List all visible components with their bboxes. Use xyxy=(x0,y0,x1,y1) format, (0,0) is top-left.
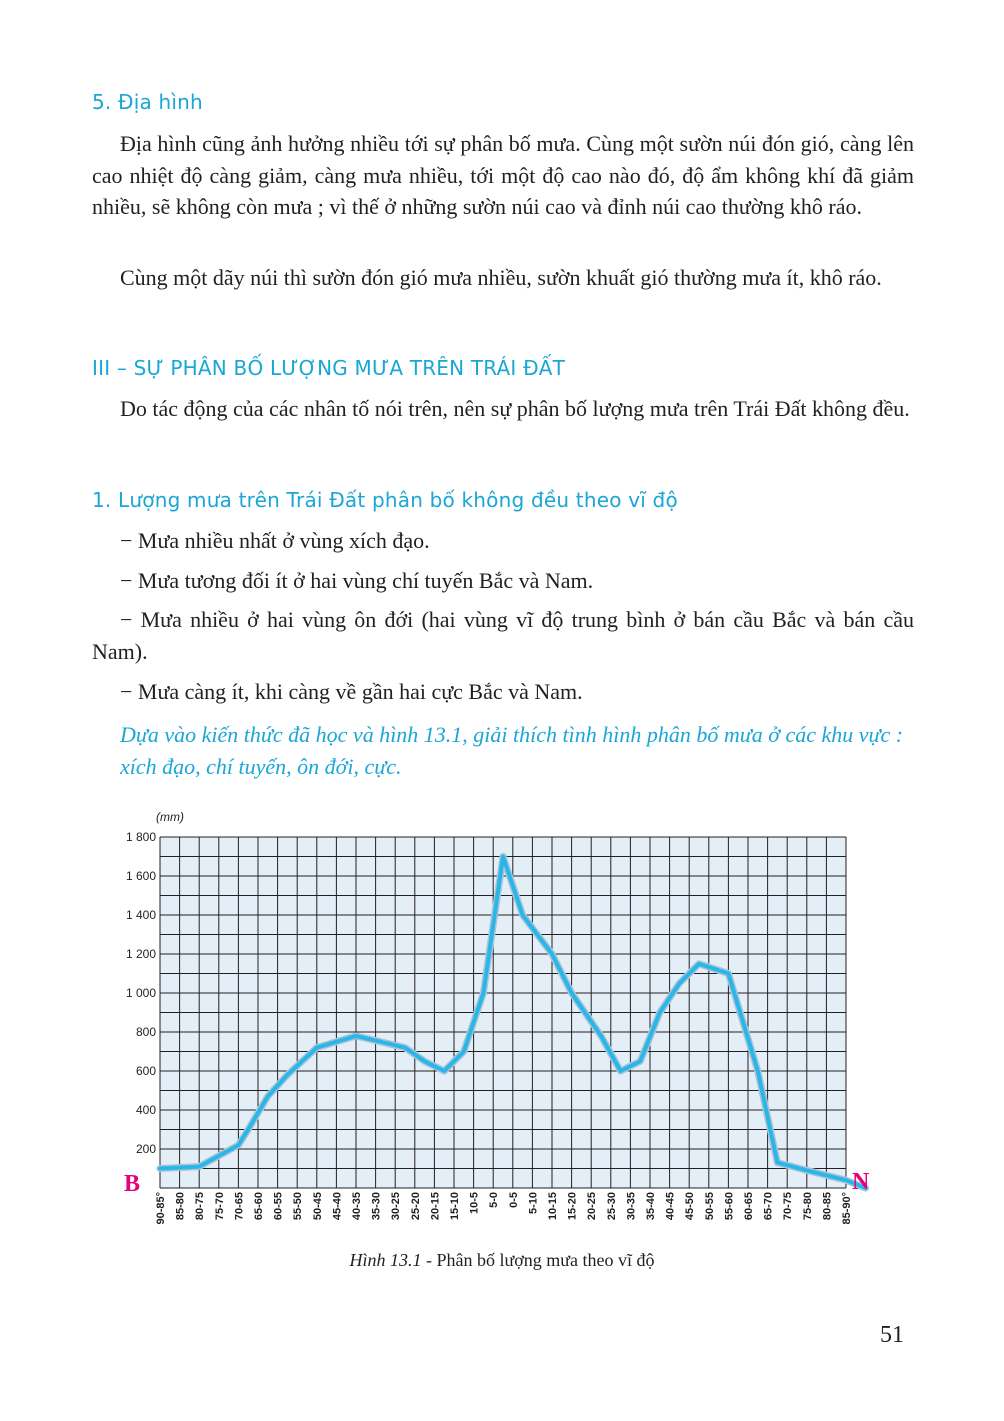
start-label-b: B xyxy=(124,1171,141,1197)
x-tick-label: 5-10 xyxy=(527,1192,540,1215)
bullet-item-1: − Mưa nhiều nhất ở vùng xích đạo. xyxy=(120,528,430,553)
bullet-item-4: − Mưa càng ít, khi càng về gần hai cực Bắc và Nam. xyxy=(120,679,583,704)
x-tick-label: 50-45 xyxy=(311,1192,324,1221)
x-tick-label: 25-20 xyxy=(409,1192,422,1221)
x-tick-label: 55-50 xyxy=(292,1192,305,1221)
x-tick-label: 50-55 xyxy=(703,1192,716,1221)
x-tick-label: 70-75 xyxy=(782,1192,795,1221)
x-tick-label: 60-65 xyxy=(743,1192,755,1221)
x-tick-label: 85-90° xyxy=(841,1192,853,1225)
x-tick-label: 5-0 xyxy=(488,1192,501,1208)
paragraph-dia-hinh-1: Địa hình cũng ảnh hưởng nhiều tới sự phân bố mưa. Cùng một sườn núi đón gió, càng lên cao nhiệt độ càng giảm, càng mưa nhiều, tới một độ cao nào đó, độ ẩm không khí đã giảm nhiều, sẽ không còn mưa ; vì thế ở những sườn núi cao và đỉnh núi cao thường khô ráo. xyxy=(92,131,914,219)
figure-caption-text: - Phân bố lượng mưa theo vĩ độ xyxy=(421,1250,655,1270)
x-tick-label: 0-5 xyxy=(507,1192,520,1208)
x-tick-label: 25-30 xyxy=(605,1192,618,1221)
x-tick-label: 35-30 xyxy=(370,1192,383,1221)
bullet-item-2: − Mưa tương đối ít ở hai vùng chí tuyến Bắc và Nam. xyxy=(120,568,594,593)
x-tick-label: 65-70 xyxy=(762,1192,775,1221)
x-tick-label: 80-75 xyxy=(194,1192,207,1221)
section-heading-phan-bo: III – SỰ PHÂN BỐ LƯỢNG MƯA TRÊN TRÁI ĐẤT xyxy=(92,356,566,380)
paragraph-phan-bo: Do tác động của các nhân tố nói trên, nên sự phân bố lượng mưa trên Trái Đất không đều. xyxy=(120,396,910,421)
x-tick-label: 75-80 xyxy=(801,1192,814,1221)
y-tick-label: 1 000 xyxy=(125,986,156,1000)
x-tick-label: 30-35 xyxy=(625,1192,638,1221)
x-tick-label: 85-80 xyxy=(174,1192,187,1221)
x-tick-label: 20-15 xyxy=(429,1192,442,1221)
rainfall-latitude-chart xyxy=(100,800,900,1240)
end-label-n: N xyxy=(852,1169,870,1195)
x-tick-label: 80-85 xyxy=(821,1192,834,1221)
x-tick-label: 60-55 xyxy=(272,1192,285,1221)
y-tick-label: 1 400 xyxy=(125,908,156,922)
y-tick-label: 1 600 xyxy=(125,869,156,883)
figure-number: Hình 13.1 xyxy=(349,1250,422,1270)
x-tick-label: 35-40 xyxy=(645,1192,657,1221)
y-tick-label: 200 xyxy=(135,1142,156,1156)
y-tick-label: 1 200 xyxy=(125,947,156,961)
x-tick-label: 45-40 xyxy=(331,1192,344,1221)
y-tick-label: 600 xyxy=(135,1064,156,1078)
x-tick-label: 40-35 xyxy=(351,1192,363,1221)
page-number: 51 xyxy=(880,1322,904,1348)
y-tick-label: 400 xyxy=(135,1103,156,1117)
x-tick-label: 75-70 xyxy=(213,1192,226,1221)
section-heading-dia-hinh: 5. Địa hình xyxy=(92,90,203,114)
bullet-item-3: − Mưa nhiều ở hai vùng ôn đới (hai vùng vĩ độ trung bình ở bán cầu Bắc và bán cầu Nam). xyxy=(92,607,914,664)
x-tick-label: 10-15 xyxy=(547,1192,559,1221)
x-tick-label: 15-10 xyxy=(449,1192,461,1221)
x-tick-label: 10-5 xyxy=(468,1192,481,1215)
x-tick-label: 15-20 xyxy=(566,1192,579,1221)
x-tick-label: 40-45 xyxy=(664,1192,677,1221)
x-tick-label: 45-50 xyxy=(684,1192,697,1221)
question-prompt: Dựa vào kiến thức đã học và hình 13.1, giải thích tình hình phân bố mưa ở các khu vực : xích đạo, chí tuyến, ôn đới, cực. xyxy=(120,722,904,779)
figure-caption xyxy=(0,1250,1004,1271)
y-tick-label: 800 xyxy=(135,1025,156,1039)
y-axis-label: (mm) xyxy=(156,810,184,824)
x-tick-label: 55-60 xyxy=(723,1192,736,1221)
x-tick-label: 20-25 xyxy=(586,1192,599,1221)
x-tick-label: 90-85° xyxy=(155,1192,167,1225)
y-tick-label: 1 800 xyxy=(125,830,156,844)
x-tick-label: 30-25 xyxy=(390,1192,403,1221)
x-tick-label: 70-65 xyxy=(233,1192,246,1221)
paragraph-dia-hinh-2: Cùng một dãy núi thì sườn đón gió mưa nhiều, sườn khuất gió thường mưa ít, khô ráo. xyxy=(120,265,882,290)
x-tick-label: 65-60 xyxy=(253,1192,265,1221)
subsection-heading-vi-do: 1. Lượng mưa trên Trái Đất phân bố không đều theo vĩ độ xyxy=(92,488,678,512)
